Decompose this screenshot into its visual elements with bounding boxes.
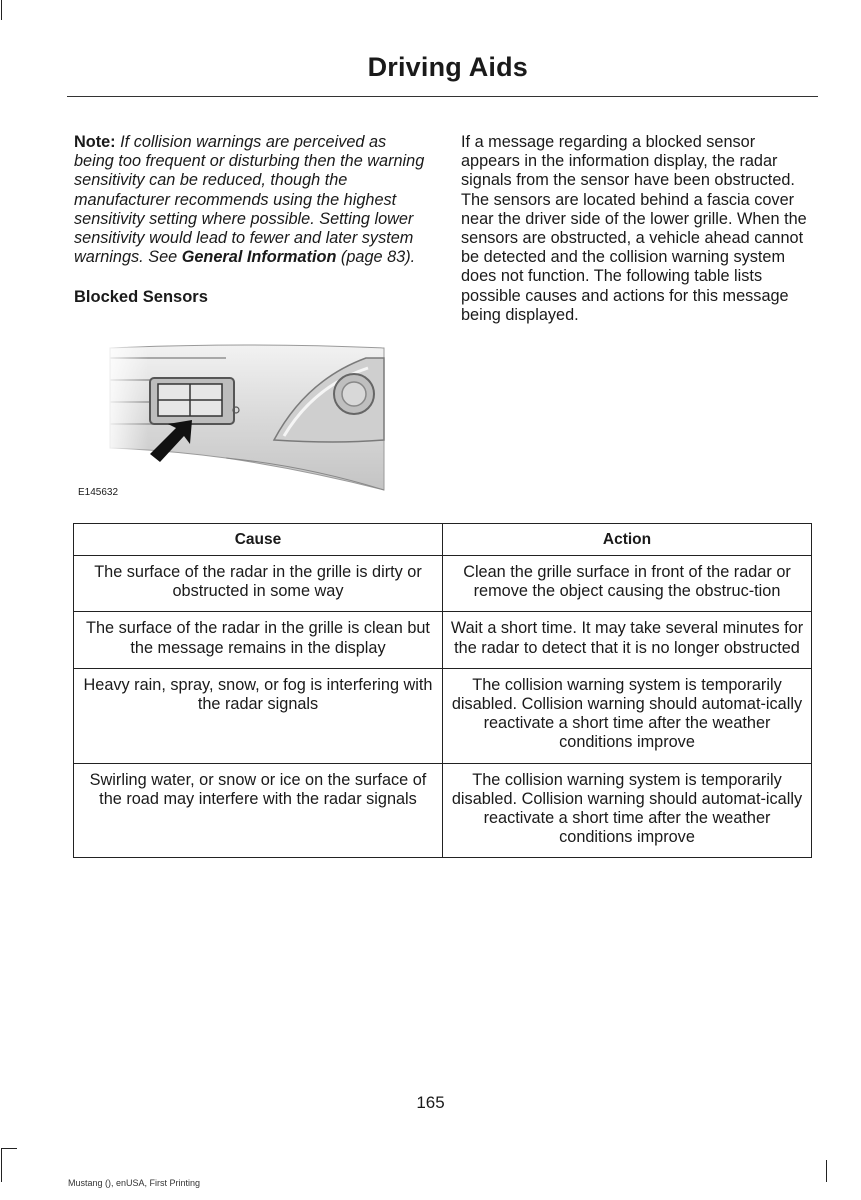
action-cell: The collision warning system is temporarily disabled. Collision warning should automat-ically reactivate a short time after the weather conditions improve: [443, 668, 812, 763]
sensor-figure: [106, 340, 388, 495]
cause-cell: Swirling water, or snow or ice on the surface of the road may interfere with the radar signals: [74, 763, 443, 858]
crop-mark-bottom-right: [826, 1160, 827, 1182]
title-rule: [67, 96, 818, 97]
table-row: [74, 556, 812, 612]
blocked-sensor-paragraph: If a message regarding a blocked sensor appears in the information display, the radar signals from the sensor have been obstructed. The sensors are located behind a fascia cover near the driver side of the lower grille. When the sensors are obstructed, a vehicle ahead cannot be detected and the collision warning system does not function. The following table lists possible causes and actions for this message being displayed.: [461, 133, 807, 324]
table-row: [74, 668, 812, 763]
action-cell: The collision warning system is temporarily disabled. Collision warning should automat-ically reactivate a short time after the weather conditions improve: [443, 763, 812, 858]
footer-text: Mustang (), enUSA, First Printing: [68, 1178, 201, 1188]
column-header-cause: Cause: [74, 524, 443, 556]
note-page-ref: (page 83).: [336, 248, 416, 267]
section-heading: Blocked Sensors: [74, 288, 208, 307]
table-header-row: [74, 524, 812, 556]
action-cell: Clean the grille surface in front of the radar or remove the object causing the obstruc-tion: [443, 556, 812, 612]
grille-sensor-illustration: [106, 340, 388, 495]
page-title: Driving Aids: [367, 52, 528, 82]
right-column: [461, 133, 813, 325]
cause-cell: The surface of the radar in the grille is dirty or obstructed in some way: [74, 556, 443, 612]
causes-table: [73, 523, 812, 858]
page-number: 165: [416, 1093, 445, 1112]
table-row: [74, 763, 812, 858]
figure-id: E145632: [78, 487, 119, 498]
cause-cell: Heavy rain, spray, snow, or fog is interfering with the radar signals: [74, 668, 443, 763]
column-header-action: Action: [443, 524, 812, 556]
table-row: [74, 612, 812, 668]
header: [0, 52, 528, 83]
crop-mark-top-left: [1, 0, 2, 20]
cause-cell: The surface of the radar in the grille is clean but the message remains in the display: [74, 612, 443, 668]
note-link[interactable]: General Information: [181, 248, 337, 267]
left-column: [74, 133, 429, 307]
action-cell: Wait a short time. It may take several minutes for the radar to detect that it is no longer obstructed: [443, 612, 812, 668]
crop-mark-bottom-left-h: [1, 1148, 17, 1149]
note-paragraph: [74, 133, 429, 267]
crop-mark-bottom-left: [1, 1148, 2, 1182]
note-label: Note:: [74, 133, 116, 151]
note-text: If collision warnings are perceived as being too frequent or disturbing then the warning sensitivity can be reduced, though the manufacturer recommends using the highest sensitivity setting where possible. Setting lower sensitivity would lead to fewer and later system warnings. See: [74, 133, 425, 267]
